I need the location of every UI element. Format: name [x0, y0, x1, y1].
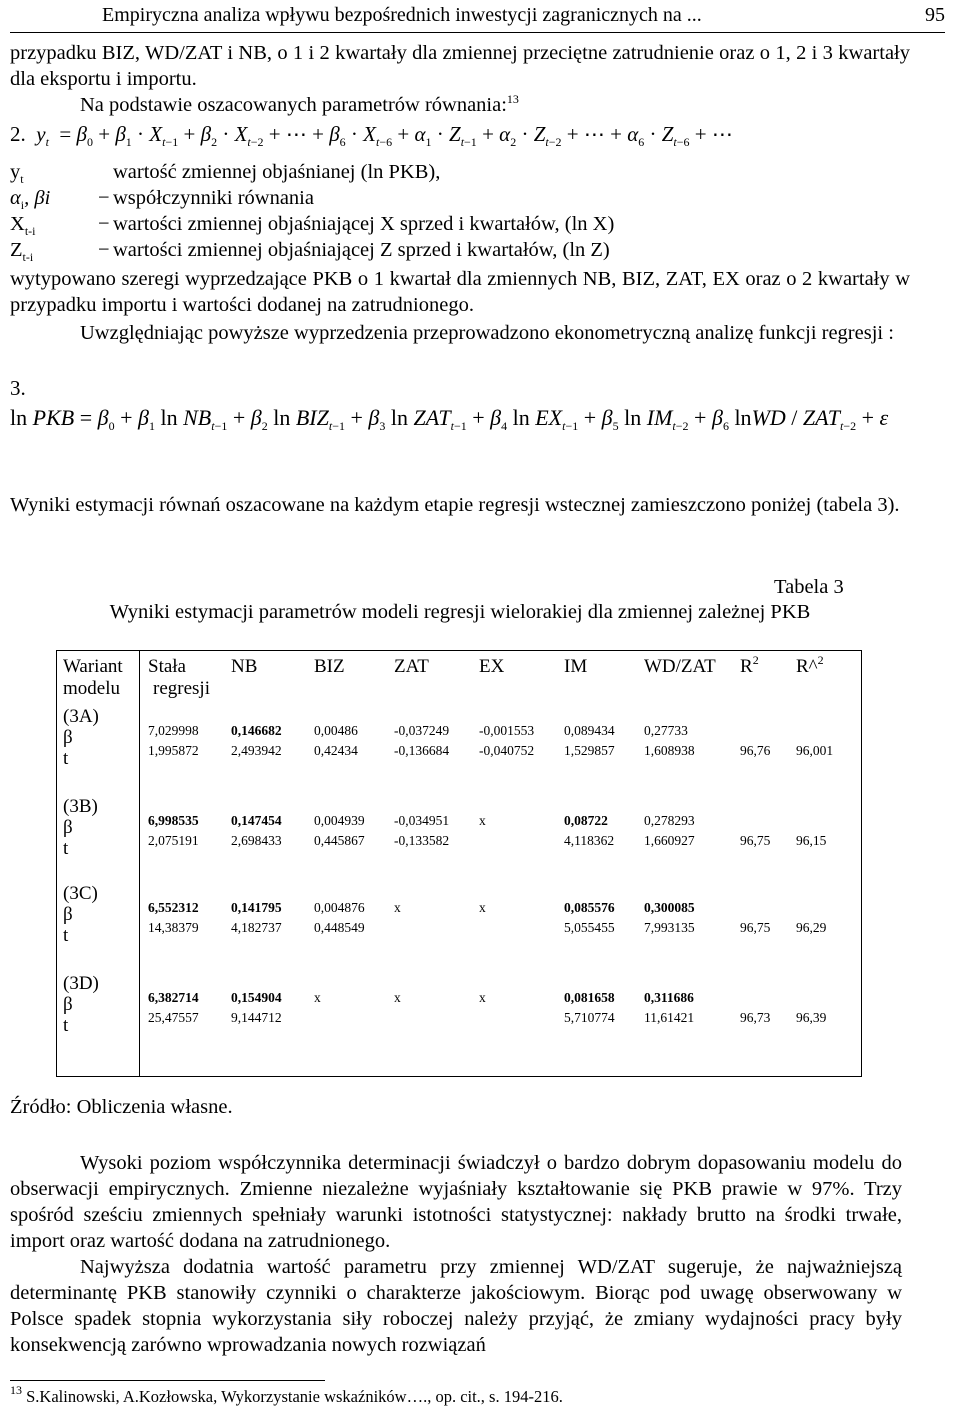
header-ex: EX: [479, 656, 505, 677]
header-wdzat: WD/ZAT: [644, 656, 716, 677]
table-cell-beta: 7,029998: [148, 723, 199, 738]
model-label: (3B) β t: [63, 796, 98, 859]
table-cell-beta: 0,004939: [314, 813, 365, 828]
table-cell-beta: 0,27733: [644, 723, 688, 738]
table-cell-r2-adjusted: 96,001: [796, 743, 834, 758]
table-cell-t: 2,075191: [148, 833, 199, 848]
header-stala: Stała regresji: [148, 656, 210, 699]
table-cell-t: 14,38379: [148, 920, 199, 935]
header-r2-adjusted: R^$^2$: [796, 653, 824, 677]
table-source: Źródło: Obliczenia własne.: [10, 1096, 233, 1118]
table-cell-beta: 0,004876: [314, 900, 365, 915]
table-cell-beta: -0,034951: [394, 813, 450, 828]
intro-line-2: [80, 92, 519, 118]
table-cell-r2-adjusted: 96,15: [796, 833, 827, 848]
table-cell-t: 1,529857: [564, 743, 615, 758]
table-cell-beta: x: [479, 900, 486, 915]
table-cell-r2: 96,76: [740, 743, 771, 758]
table-cell-t: 5,710774: [564, 1010, 615, 1025]
equation-2: [10, 120, 733, 148]
table-cell-t: 4,182737: [231, 920, 282, 935]
table-cell-t: 7,993135: [644, 920, 695, 935]
table-cell-t: 0,42434: [314, 743, 358, 758]
table-cell-t: 1,608938: [644, 743, 695, 758]
table-cell-t: 2,698433: [231, 833, 282, 848]
table-cell-beta: 0,146682: [231, 723, 282, 738]
table-cell-t: 2,493942: [231, 743, 282, 758]
table-cell-r2: 96,75: [740, 833, 771, 848]
results-table: [56, 650, 862, 1077]
table-cell-t: 0,448549: [314, 920, 365, 935]
equation-2-number: 2.: [10, 122, 26, 146]
header-wariant: Wariant modelu: [63, 656, 123, 699]
table-cell-t: 0,445867: [314, 833, 365, 848]
table-cell-beta: x: [479, 813, 486, 828]
header-zat: ZAT: [394, 656, 429, 677]
table-cell-r2-adjusted: 96,39: [796, 1010, 827, 1025]
intro-paragraph: przypadku BIZ, WD/ZAT i NB, o 1 i 2 kwartały dla zmiennej przeciętne zatrudnienie oraz o 1, 2 i 3 kwartały dla eksportu i importu.: [10, 42, 910, 90]
footnote-rule: [10, 1380, 325, 1381]
table-cell-beta: -0,001553: [479, 723, 535, 738]
table-cell-beta: 0,141795: [231, 900, 282, 915]
paragraph-results: Wyniki estymacji równań oszacowane na każdym etapie regresji wstecznej zamieszczono poniżej (tabela 3).: [10, 494, 900, 516]
table-cell-beta: 0,154904: [231, 990, 282, 1005]
table-cell-t: 11,61421: [644, 1010, 695, 1025]
header-biz: BIZ: [314, 656, 345, 677]
table-cell-beta: 0,278293: [644, 813, 695, 828]
paragraph-leads: wytypowano szeregi wyprzedzające PKB o 1 kwartał dla zmiennych NB, BIZ, ZAT, EX oraz o 2 kwartały w przypadku importu i wartości dodanej na zatrudnionego.: [10, 268, 910, 316]
equation-2-body: $y_t = \beta_0 + \beta_1 \cdot X_{t-1} + \beta_2 \cdot X_{t-2}$ + ⋯ + $\beta_6 \cdot X_{t-6} + \alpha_1 \cdot Z_{t-1} + \alpha_2 \cdot Z_{t-2}$ + ⋯ + $\alpha_6 \cdot Z_{t-6}$ + ⋯: [36, 122, 733, 149]
footnote: $^{13}$ S.Kalinowski, A.Kozłowska, Wykorzystanie wskaźników…., op. cit., s. 194-216.: [10, 1383, 563, 1406]
table-cell-r2: 96,73: [740, 1010, 771, 1025]
table-cell-beta: -0,037249: [394, 723, 450, 738]
paragraph-interpretation: Wysoki poziom współczynnika determinacji świadczył o bardzo dobrym dopasowaniu modelu do obserwacji empirycznych. Zmienne niezależne wyjaśniały kształtowanie się PKB prawie w 97%. Trzy spośród sześciu zmiennych spełniały warunki istotności statystycznej: nakłady brutto na środki trwałe, import oraz wartość dodana na zatrudnionego.: [10, 1152, 902, 1252]
equation-3: ln PKB = $\beta_0 + \beta_1$ $\ln NB_{t-1} + \beta_2$ $\ln BIZ_{t-1} + \beta_3$ $\ln ZAT_{t-1} + \beta_4$ $\ln EX_{t-1} + \beta_5$ $\ln IM_{t-2} + \beta_6$ lnWD / $ZAT_{t-2} + \varepsilon$: [10, 405, 889, 433]
table-cell-r2: 96,75: [740, 920, 771, 935]
table-cell-beta: x: [479, 990, 486, 1005]
table-cell-t: 1,660927: [644, 833, 695, 848]
table-cell-beta: 6,998535: [148, 813, 199, 828]
equation-3-number: 3.: [10, 376, 26, 400]
model-label: (3D) β t: [63, 973, 99, 1036]
column-divider: [139, 651, 140, 1076]
table-cell-beta: 0,00486: [314, 723, 358, 738]
table-cell-beta: 6,382714: [148, 990, 199, 1005]
intro-text: Na podstawie oszacowanych parametrów równania:: [80, 94, 507, 116]
running-title: Empiryczna analiza wpływu bezpośrednich inwestycji zagranicznych na ...: [102, 4, 702, 26]
table-cell-beta: 0,089434: [564, 723, 615, 738]
running-header: [10, 0, 945, 33]
table-cell-beta: 0,085576: [564, 900, 615, 915]
table-cell-beta: 0,300085: [644, 900, 695, 915]
table-cell-beta: 0,08722: [564, 813, 608, 828]
table-cell-t: 4,118362: [564, 833, 615, 848]
page-number: 95: [925, 4, 945, 26]
table-cell-r2-adjusted: 96,29: [796, 920, 827, 935]
table-cell-beta: 0,081658: [564, 990, 615, 1005]
header-r2: $R^2$: [740, 653, 759, 677]
table-cell-beta: 6,552312: [148, 900, 199, 915]
table-cell-t: 5,055455: [564, 920, 615, 935]
header-nb: NB: [231, 656, 258, 677]
table-cell-beta: x: [394, 990, 401, 1005]
table-cell-t: 1,995872: [148, 743, 199, 758]
paragraph-conclusion: Najwyższa dodatnia wartość parametru przy zmiennej WD/ZAT sugeruje, że najważniejszą determinantę PKB stanowiły czynniki o charakterze jakościowym. Biorąc pod uwagę obserwowany w Polsce spadek stopnia wykorzystania siły roboczej należy przyjąć, że zmiany wydajności pracy były konsekwencją zarówno wprowadzania nowych rozwiązań: [10, 1256, 902, 1356]
table-caption: Wyniki estymacji parametrów modeli regresji wielorakiej dla zmiennej zależnej PKB: [109, 601, 811, 623]
model-label: (3A) β t: [63, 706, 99, 769]
table-cell-t: 9,144712: [231, 1010, 282, 1025]
footnote-ref: 13: [506, 92, 519, 106]
table-cell-beta: 0,311686: [644, 990, 694, 1005]
header-im: IM: [564, 656, 588, 677]
paragraph-regression: Uwzględniając powyższe wyprzedzenia przeprowadzono ekonometryczną analizę funkcji regresji :: [80, 322, 894, 344]
table-cell-t: 25,47557: [148, 1010, 199, 1025]
table-label: Tabela 3: [774, 576, 844, 598]
table-cell-beta: x: [394, 900, 401, 915]
table-cell-t: -0,040752: [479, 743, 535, 758]
model-label: (3C) β t: [63, 883, 98, 946]
table-cell-t: -0,136684: [394, 743, 450, 758]
table-cell-t: -0,133582: [394, 833, 450, 848]
table-cell-beta: x: [314, 990, 321, 1005]
table-cell-beta: 0,147454: [231, 813, 282, 828]
